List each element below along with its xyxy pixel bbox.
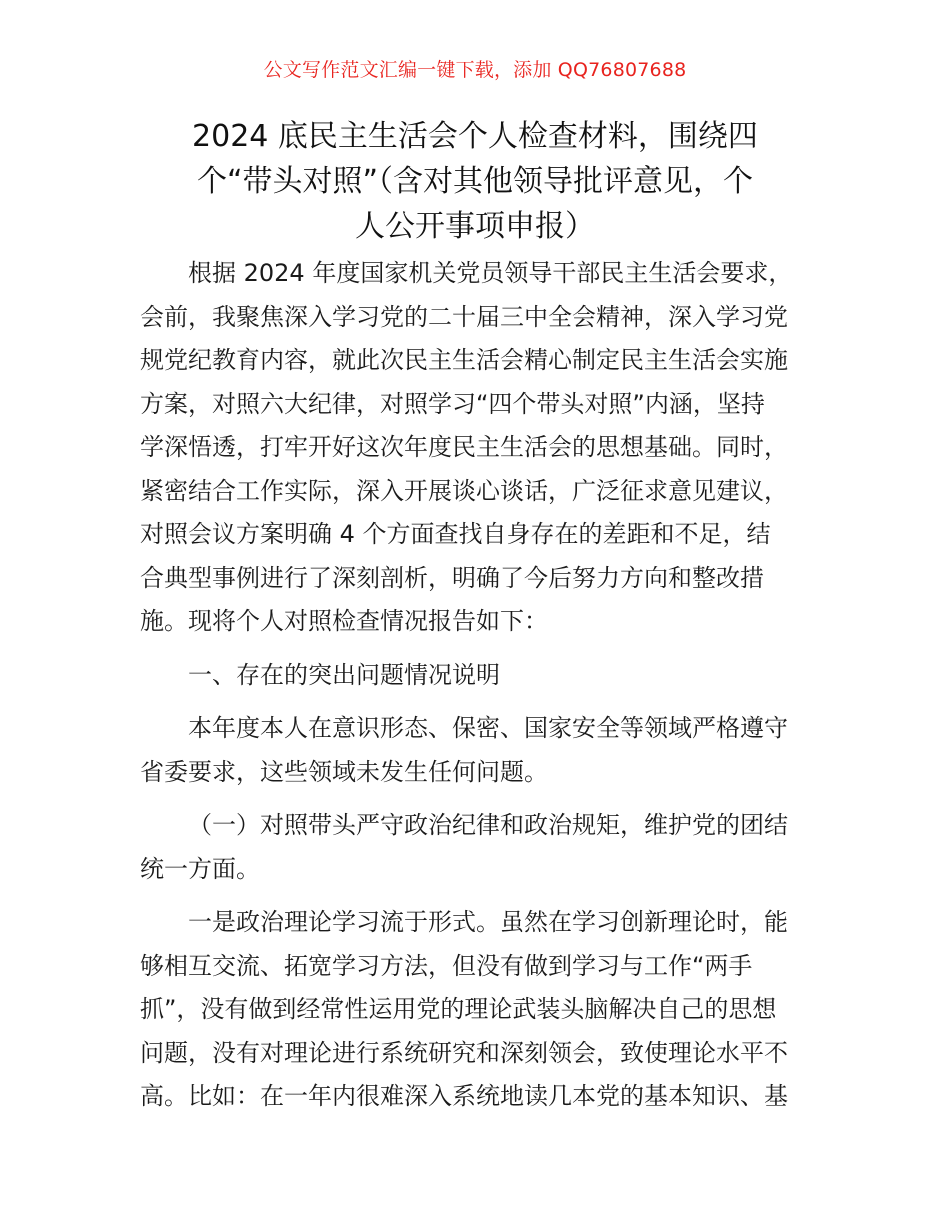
document-body [140,252,812,1119]
text-line: 高。比如：在一年内很难深入系统地读几本党的基本知识、基 [140,1082,788,1110]
text-line: 规党纪教育内容，就此次民主生活会精心制定民主生活会实施 [140,346,788,374]
text-line: 合典型事例进行了深刻剖析，明确了今后努力方向和整改措 [140,563,764,592]
title-line: 人公开事项申报） [355,209,595,244]
paragraph-compliance [140,707,812,794]
heading-line: （一）对照带头严守政治纪律和政治规矩，维护党的团结 [188,811,788,839]
heading-line: 统一方面。 [140,854,260,883]
text-line: 对照会议方案明确 4 个方面查找自身存在的差距和不足，结 [140,520,771,548]
text-line: 一是政治理论学习流于形式。虽然在学习创新理论时，能 [188,908,788,936]
text-line: 方案，对照六大纪律，对照学习“四个带头对照”内涵，坚持 [140,389,765,418]
text-line: 学深悟透，打牢开好这次年度民主生活会的思想基础。同时， [140,433,788,461]
text-line: 抓”，没有做到经常性运用党的理论武装头脑解决自己的思想 [140,995,777,1023]
title-line: 2024 底民主生活会个人检查材料，围绕四 [192,119,758,154]
subsection-heading-1 [140,804,812,891]
text-line: 问题，没有对理论进行系统研究和深刻领会，致使理论水平不 [140,1038,788,1067]
text-line: 本年度本人在意识形态、保密、国家安全等领域严格遵守 [188,714,788,742]
paragraph-theory-study [140,901,812,1119]
heading-line: 一、存在的突出问题情况说明 [188,660,500,689]
section-heading-1 [140,654,812,698]
text-line: 够相互交流、拓宽学习方法，但没有做到学习与工作“两手 [140,951,753,980]
text-line: 施。现将个人对照检查情况报告如下： [140,607,548,635]
text-line: 会前，我聚焦深入学习党的二十届三中全会精神，深入学习党 [140,302,788,331]
text-line: 紧密结合工作实际，深入开展谈心谈话，广泛征求意见建议， [140,476,788,505]
text-line: 根据 2024 年度国家机关党员领导干部民主生活会要求， [188,259,793,287]
title-line: 个“带头对照”（含对其他领导批评意见，个 [196,164,754,199]
paragraph-intro [140,252,812,644]
document-title [140,114,810,249]
text-line: 省委要求，这些领域未发生任何问题。 [140,757,548,786]
download-banner[interactable]: 公文写作范文汇编一键下载，添加 QQ76807688 [263,59,687,81]
